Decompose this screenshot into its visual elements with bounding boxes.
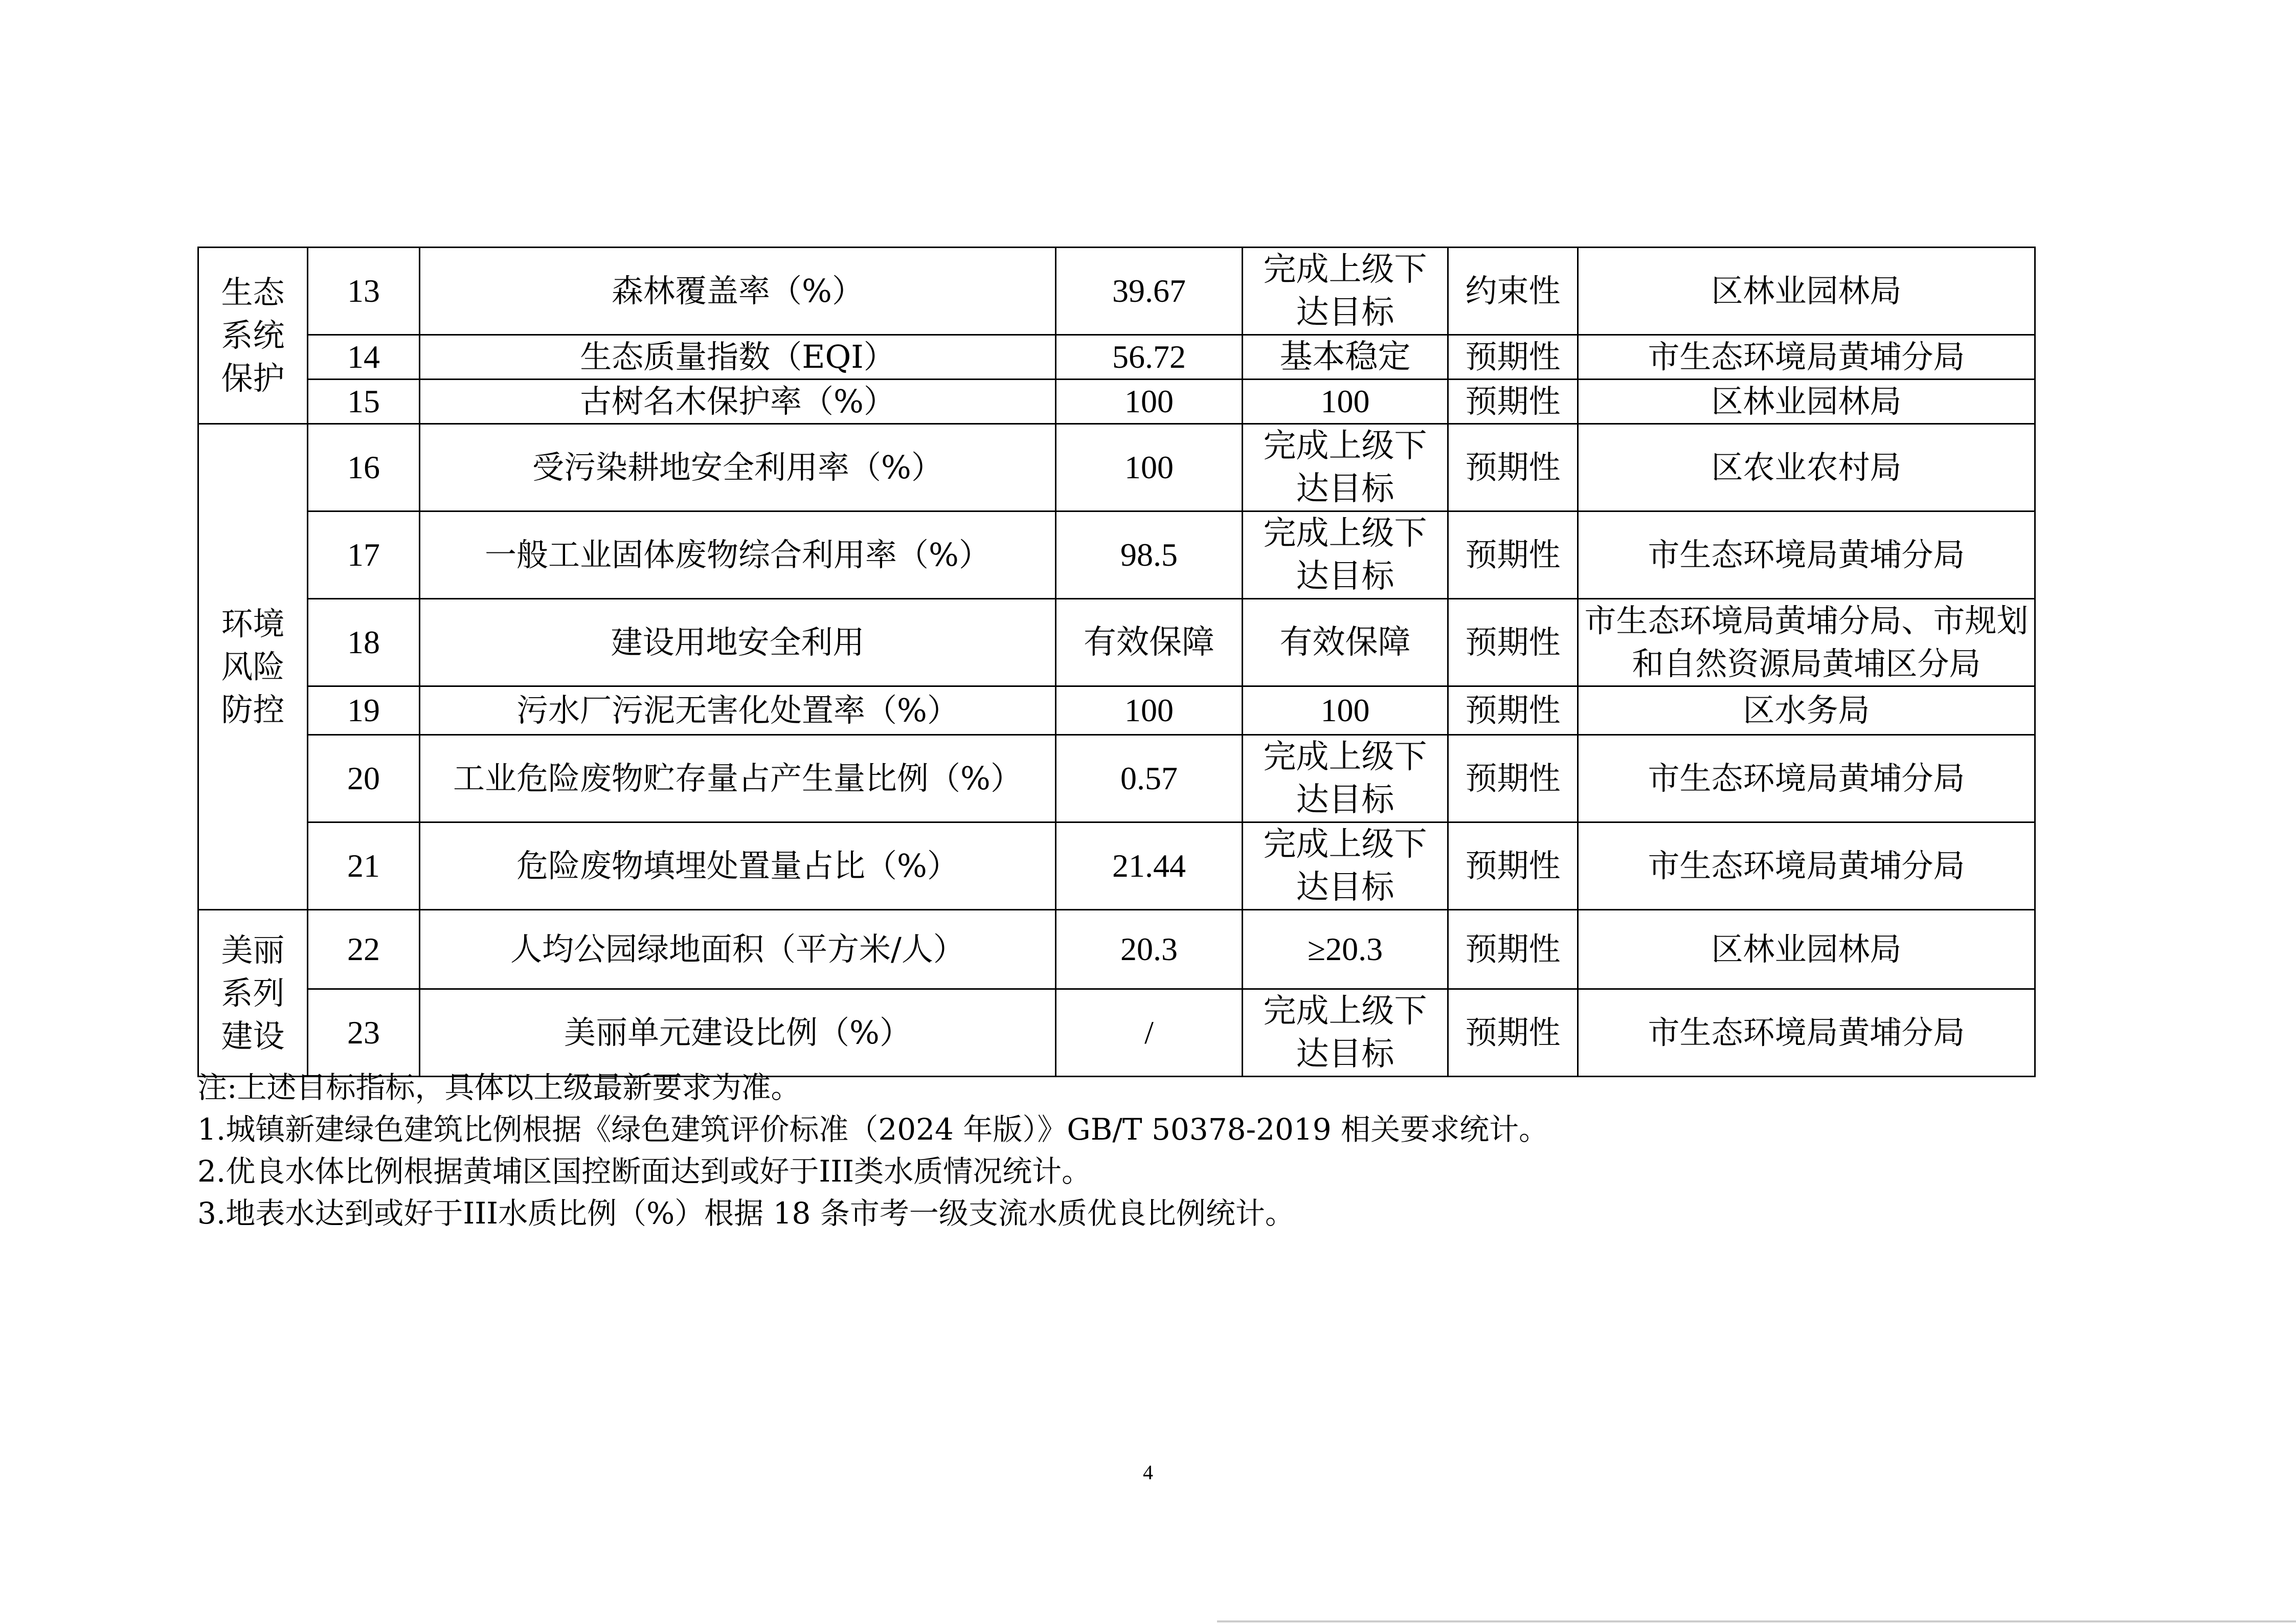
indicator-type-cell: 预期性: [1448, 380, 1578, 424]
index-cell: 23: [308, 989, 420, 1077]
base-value-cell: 0.57: [1056, 735, 1243, 822]
note-line: 3.地表水达到或好于III水质比例（%）根据 18 条市考一级支流水质优良比例统计。: [197, 1196, 1295, 1231]
indicator-name-cell: 美丽单元建设比例（%）: [420, 989, 1056, 1077]
target-value-cell: ≥20.3: [1243, 910, 1448, 989]
target-value-cell: 完成上级下达目标: [1243, 735, 1448, 822]
index-cell: 14: [308, 335, 420, 380]
table-row: [198, 735, 2035, 822]
indicator-name-cell: 建设用地安全利用: [420, 599, 1056, 686]
indicator-type-cell: 预期性: [1448, 989, 1578, 1077]
page-number: 4: [1143, 1461, 1153, 1484]
index-cell: 16: [308, 424, 420, 511]
indicator-table: [197, 247, 2036, 1077]
base-value-cell: 39.67: [1056, 248, 1243, 335]
target-value-cell: 100: [1243, 380, 1448, 424]
base-value-cell: 56.72: [1056, 335, 1243, 380]
index-cell: 15: [308, 380, 420, 424]
table-row: [198, 989, 2035, 1077]
base-value-cell: 20.3: [1056, 910, 1243, 989]
index-cell: 20: [308, 735, 420, 822]
indicator-name-cell: 人均公园绿地面积（平方米/人）: [420, 910, 1056, 989]
index-cell: 19: [308, 686, 420, 735]
responsible-dept-cell: 区林业园林局: [1578, 910, 2035, 989]
responsible-dept-cell: 市生态环境局黄埔分局、市规划和自然资源局黄埔区分局: [1578, 599, 2035, 686]
table-row: [198, 335, 2035, 380]
responsible-dept-cell: 区水务局: [1578, 686, 2035, 735]
target-value-cell: 基本稳定: [1243, 335, 1448, 380]
responsible-dept-cell: 市生态环境局黄埔分局: [1578, 335, 2035, 380]
category-cell: 环境风险防控: [198, 424, 308, 910]
base-value-cell: 100: [1056, 380, 1243, 424]
indicator-name-cell: 森林覆盖率（%）: [420, 248, 1056, 335]
indicator-name-cell: 危险废物填埋处置量占比（%）: [420, 822, 1056, 910]
indicator-type-cell: 预期性: [1448, 822, 1578, 910]
base-value-cell: 有效保障: [1056, 599, 1243, 686]
index-cell: 13: [308, 248, 420, 335]
indicator-name-cell: 污水厂污泥无害化处置率（%）: [420, 686, 1056, 735]
indicator-type-cell: 预期性: [1448, 910, 1578, 989]
target-value-cell: 完成上级下达目标: [1243, 822, 1448, 910]
table-row: [198, 511, 2035, 599]
note-line: 1.城镇新建绿色建筑比例根据《绿色建筑评价标准（2024 年版）》GB/T 50378-2019 相关要求统计。: [197, 1112, 1549, 1147]
table-row: [198, 686, 2035, 735]
base-value-cell: 21.44: [1056, 822, 1243, 910]
responsible-dept-cell: 区林业园林局: [1578, 248, 2035, 335]
note-line: 2.优良水体比例根据黄埔区国控断面达到或好于III类水质情况统计。: [197, 1154, 1092, 1189]
table-row: [198, 599, 2035, 686]
base-value-cell: 98.5: [1056, 511, 1243, 599]
target-value-cell: 完成上级下达目标: [1243, 989, 1448, 1077]
index-cell: 22: [308, 910, 420, 989]
indicator-type-cell: 预期性: [1448, 424, 1578, 511]
table-row: [198, 248, 2035, 335]
responsible-dept-cell: 市生态环境局黄埔分局: [1578, 989, 2035, 1077]
table-row: [198, 822, 2035, 910]
responsible-dept-cell: 区林业园林局: [1578, 380, 2035, 424]
table-row: [198, 910, 2035, 989]
indicator-type-cell: 约束性: [1448, 248, 1578, 335]
indicator-type-cell: 预期性: [1448, 599, 1578, 686]
indicator-type-cell: 预期性: [1448, 511, 1578, 599]
table-row: [198, 424, 2035, 511]
indicator-name-cell: 受污染耕地安全利用率（%）: [420, 424, 1056, 511]
base-value-cell: 100: [1056, 686, 1243, 735]
category-cell: 美丽系列建设: [198, 910, 308, 1077]
indicator-name-cell: 一般工业固体废物综合利用率（%）: [420, 511, 1056, 599]
target-value-cell: 完成上级下达目标: [1243, 511, 1448, 599]
base-value-cell: /: [1056, 989, 1243, 1077]
table-notes: [197, 1066, 2089, 1234]
base-value-cell: 100: [1056, 424, 1243, 511]
note-line: 注:上述目标指标，具体以上级最新要求为准。: [197, 1070, 801, 1105]
indicator-type-cell: 预期性: [1448, 735, 1578, 822]
responsible-dept-cell: 市生态环境局黄埔分局: [1578, 822, 2035, 910]
indicator-type-cell: 预期性: [1448, 335, 1578, 380]
indicator-type-cell: 预期性: [1448, 686, 1578, 735]
index-cell: 21: [308, 822, 420, 910]
index-cell: 18: [308, 599, 420, 686]
index-cell: 17: [308, 511, 420, 599]
target-value-cell: 有效保障: [1243, 599, 1448, 686]
category-cell: 生态系统保护: [198, 248, 308, 424]
table-row: [198, 380, 2035, 424]
target-value-cell: 100: [1243, 686, 1448, 735]
target-value-cell: 完成上级下达目标: [1243, 424, 1448, 511]
responsible-dept-cell: 区农业农村局: [1578, 424, 2035, 511]
responsible-dept-cell: 市生态环境局黄埔分局: [1578, 735, 2035, 822]
responsible-dept-cell: 市生态环境局黄埔分局: [1578, 511, 2035, 599]
footer-rule: [1217, 1620, 2296, 1622]
indicator-name-cell: 生态质量指数（EQI）: [420, 335, 1056, 380]
target-value-cell: 完成上级下达目标: [1243, 248, 1448, 335]
indicator-name-cell: 工业危险废物贮存量占产生量比例（%）: [420, 735, 1056, 822]
indicator-name-cell: 古树名木保护率（%）: [420, 380, 1056, 424]
